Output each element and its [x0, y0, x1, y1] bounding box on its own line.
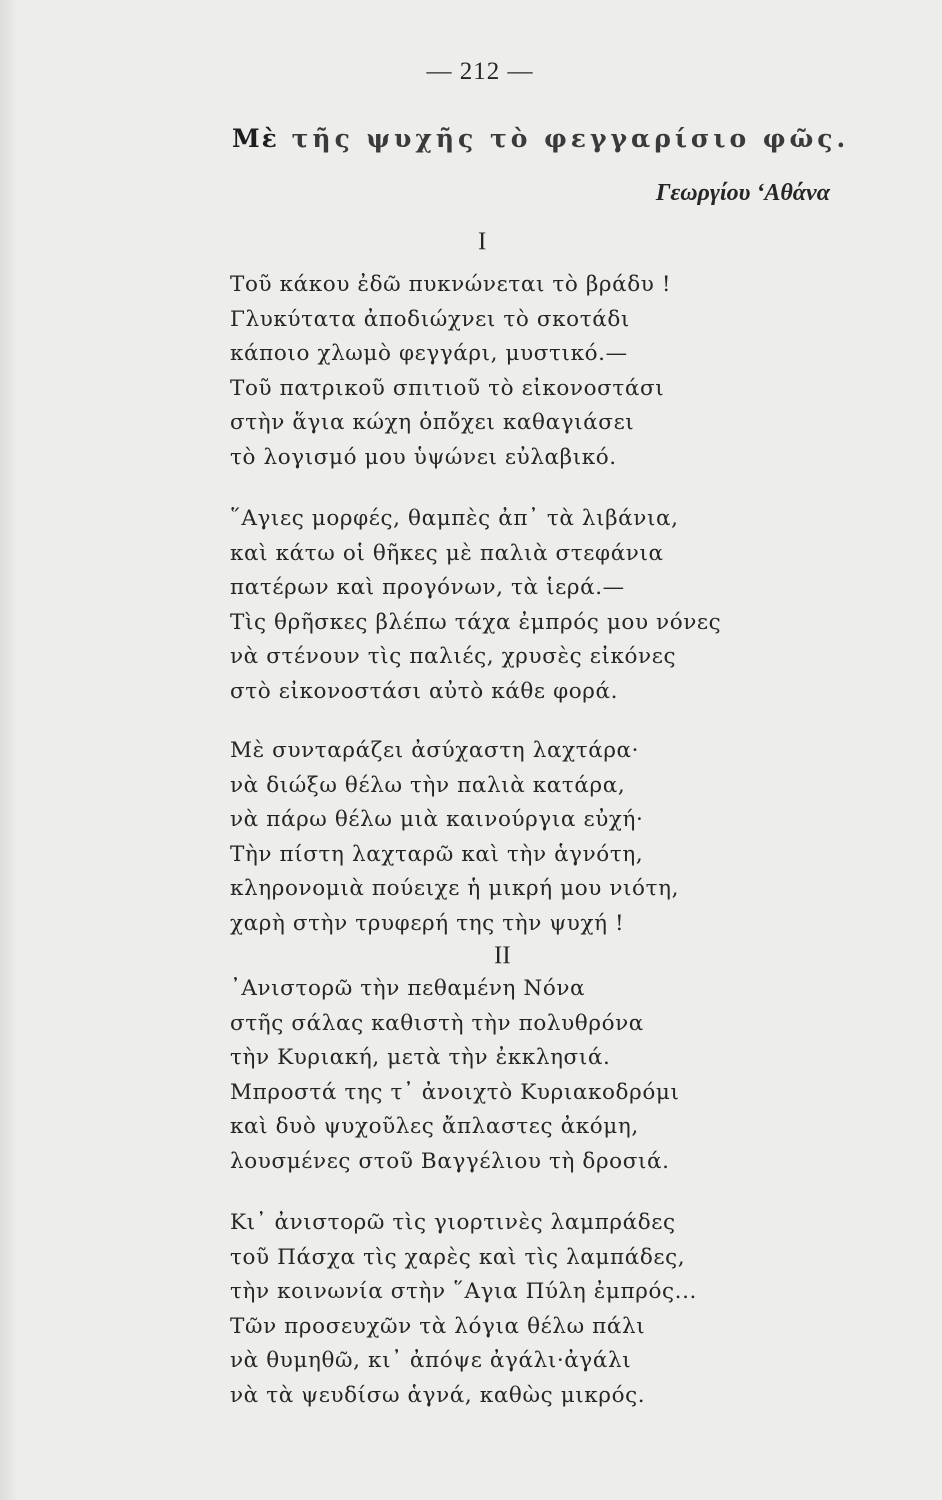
verse-line: κάποιο χλωμὸ φεγγάρι, μυστικό.—: [230, 341, 628, 366]
verse-line: Τοῦ πατρικοῦ σπιτιοῦ τὸ εἰκονοστάσι: [230, 375, 665, 401]
verse-line: τὸ λογισμό μου ὑψώνει εὐλαβικό.: [230, 444, 617, 470]
verse-line: Τὶς θρῆσκες βλέπω τάχα ἐμπρός μου νόνες: [230, 609, 722, 635]
stanza-2: [230, 502, 721, 709]
verse-line: νὰ πάρω θέλω μιὰ καινούργια εὐχή·: [230, 807, 644, 832]
stanza-5: [230, 1206, 697, 1413]
page-edge-shadow: [0, 0, 18, 1500]
verse-line: πατέρων καὶ προγόνων, τὰ ἱερά.—: [230, 575, 625, 600]
verse-line: νὰ τὰ ψευδίσω ἁγνά, καθὼς μικρός.: [230, 1382, 646, 1408]
verse-line: τοῦ Πάσχα τὶς χαρὲς καὶ τὶς λαμπάδες,: [230, 1244, 686, 1270]
section-numeral-2: ΙΙ: [494, 942, 511, 969]
verse-line: τὴν κοινωνία στὴν ῞Αγια Πύλη ἐμπρός...: [230, 1279, 697, 1304]
verse-line: νὰ θυμηθῶ, κι᾽ ἀπόψε ἀγάλι·ἀγάλι: [230, 1348, 632, 1373]
verse-line: νὰ στένουν τὶς παλιές, χρυσὲς εἰκόνες: [230, 644, 677, 669]
verse-line: ᾽Ανιστορῶ τὴν πεθαμένη Νόνα: [230, 976, 586, 1001]
verse-line: Μπροστά της τ᾽ ἀνοιχτὸ Κυριακοδρόμι: [230, 1079, 680, 1105]
stanza-3: [230, 734, 679, 941]
poem-title-first-word: Μὲ: [232, 124, 279, 153]
verse-line: νὰ διώξω θέλω τὴν παλιὰ κατάρα,: [230, 772, 626, 798]
verse-line: στῆς σάλας καθιστὴ τὴν πολυθρόνα: [230, 1010, 644, 1036]
verse-line: Τὴν πίστη λαχταρῶ καὶ τὴν ἁγνότη,: [230, 841, 644, 867]
verse-line: λουσμένες στοῦ Βαγγέλιου τὴ δροσιά.: [230, 1148, 670, 1174]
verse-line: Κι᾽ ἀνιστορῶ τὶς γιορτινὲς λαμπράδες: [230, 1210, 676, 1235]
verse-line: στὴν ἅγια κώχη ὁπὄχει καθαγιάσει: [230, 410, 635, 435]
verse-line: Τοῦ κάκου ἐδῶ πυκνώνεται τὸ βράδυ !: [230, 272, 672, 297]
verse-line: τὴν Κυριακή, μετὰ τὴν ἐκκλησιά.: [230, 1045, 611, 1070]
poem-title-rest: τῆς ψυχῆς τὸ φεγγαρίσιο φῶς.: [291, 124, 850, 153]
verse-line: Μὲ συνταράζει ἀσύχαστη λαχτάρα·: [230, 738, 640, 763]
verse-line: καὶ δυὸ ψυχοῦλες ἄπλαστες ἀκόμη,: [230, 1114, 639, 1139]
verse-line: κληρονομιὰ πούειχε ἡ μικρή μου νιότη,: [230, 876, 679, 901]
verse-line: στὸ εἰκονοστάσι αὐτὸ κάθε φορά.: [230, 678, 619, 704]
section-numeral-1: Ι: [478, 228, 487, 255]
page-number: — 212 —: [426, 58, 534, 85]
stanza-1: [230, 268, 671, 475]
stanza-4: [230, 972, 679, 1179]
author-name: Γεωργίου ‘Αθάνα: [655, 180, 830, 206]
verse-line: ῞Αγιες μορφές, θαμπὲς ἀπ᾽ τὰ λιβάνια,: [230, 506, 679, 531]
verse-line: χαρὴ στὴν τρυφερή της τὴν ψυχή !: [230, 910, 625, 936]
verse-line: Τῶν προσευχῶν τὰ λόγια θέλω πάλι: [230, 1313, 646, 1339]
verse-line: Γλυκύτατα ἀποδιώχνει τὸ σκοτάδι: [230, 306, 630, 332]
poem-title: [232, 124, 849, 153]
verse-line: καὶ κάτω οἱ θῆκες μὲ παλιὰ στεφάνια: [230, 540, 664, 566]
